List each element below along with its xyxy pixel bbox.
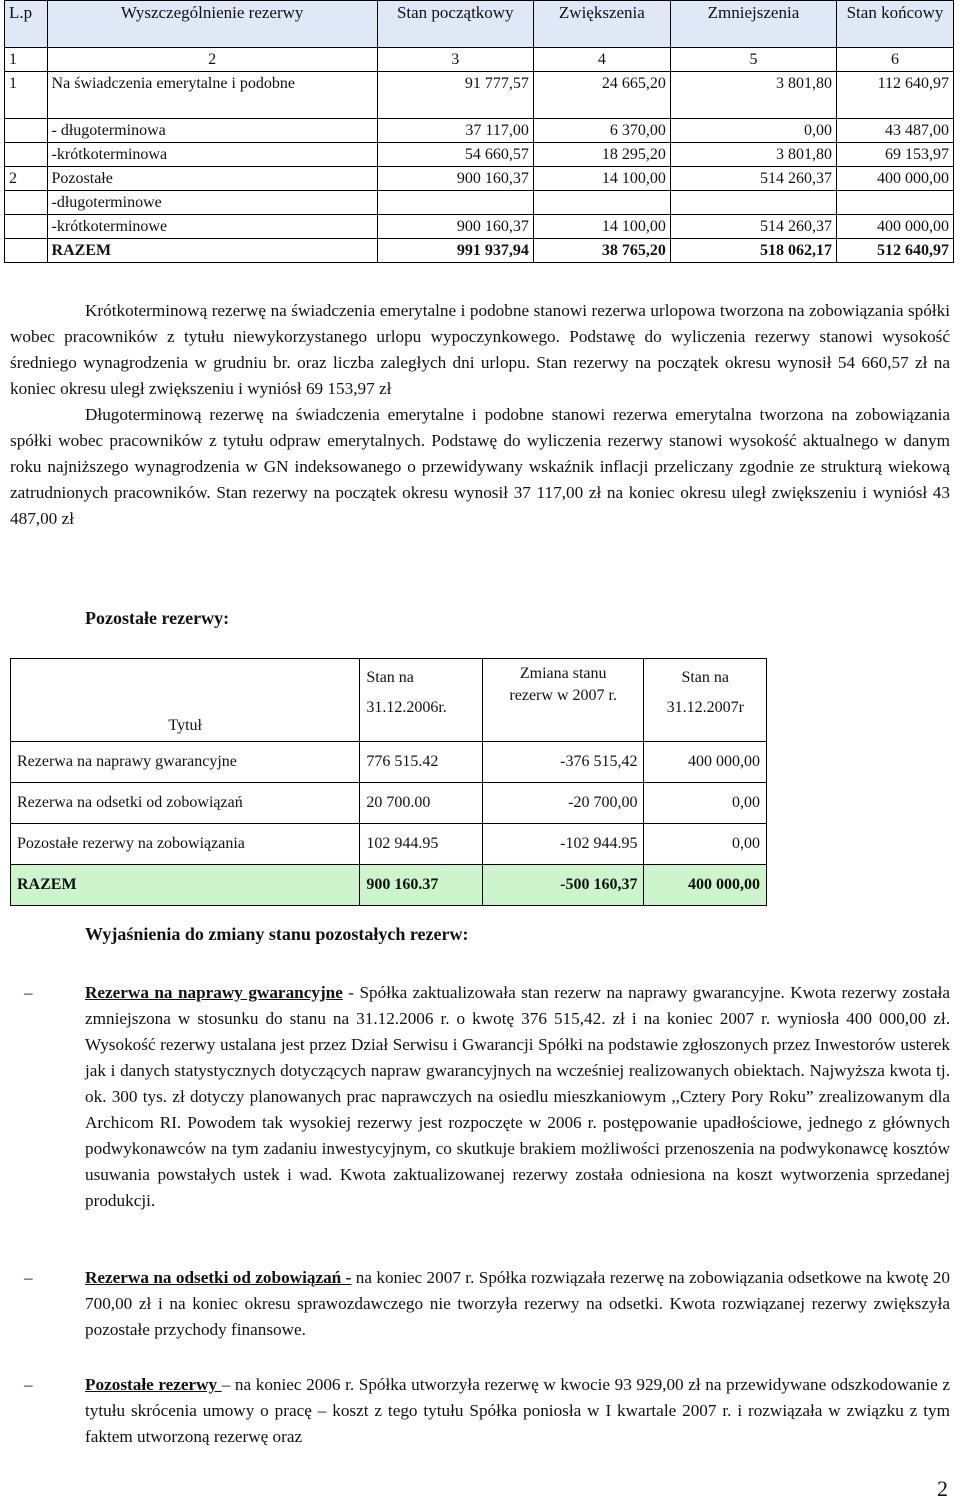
header-change-line2: rezerw w 2007 r. (509, 687, 617, 704)
bullet-body: – na koniec 2006 r. Spółka utworzyła rezerwę w kwocie 93 929,00 zł na przewidywane odszkodowanie z tytułu skrócenia umowy o pracę – koszt z tego tytułu Spółka poniosła w I kwartale 2007 r. i rozwiązała w związku z tym faktem utworzoną rezerwę oraz (85, 1375, 950, 1446)
cell-start: 37 117,00 (377, 119, 533, 143)
cell-end: 512 640,97 (837, 239, 954, 263)
cell-decrease: 514 260,37 (670, 167, 836, 191)
colnum: 5 (670, 48, 836, 72)
cell-increase: 14 100,00 (533, 167, 670, 191)
table-row (5, 191, 954, 215)
cell-start: 102 944.95 (360, 824, 483, 865)
header-decrease: Zmniejszenia (670, 1, 836, 48)
header-change-line1: Zmiana stanu (519, 665, 607, 682)
dash-icon: – (24, 1268, 33, 1287)
cell-name: - długoterminowa (47, 119, 377, 143)
cell-name: Na świadczenia emerytalne i podobne (47, 72, 377, 119)
cell-increase: 6 370,00 (533, 119, 670, 143)
table-header-row (5, 1, 954, 48)
cell-start: 991 937,94 (377, 239, 533, 263)
cell-start: 900 160,37 (377, 167, 533, 191)
page-number: 2 (937, 1476, 948, 1501)
table-row (5, 72, 954, 119)
bullet-text (85, 980, 950, 1214)
header-end (644, 659, 767, 742)
cell-lp: 2 (5, 167, 48, 191)
cell-decrease: 3 801,80 (670, 143, 836, 167)
column-number-row (5, 48, 954, 72)
paragraph-long-term: Długoterminową rezerwę na świadczenia emerytalne i podobne stanowi rezerwa emerytalna tworzona na zobowiązania spółki wobec pracowników z tytułu odpraw emerytalnych. Podstawę do wyliczenia rezerwy stanowi wysokość aktualnego w danym roku najniższego wynagrodzenia w GN indeksowanego o przewidywany wskaźnik inflacji przeliczany zgodnie ze strukturą wiekową zatrudnionych pracowników. Stan rezerwy na początek okresu wynosił 37 117,00 zł na koniec okresu uległ zwiększeniu i wyniósł 43 487,00 zł (10, 405, 950, 528)
cell-increase: 38 765,20 (533, 239, 670, 263)
table-row (5, 215, 954, 239)
cell-end: 69 153,97 (837, 143, 954, 167)
cell-title: RAZEM (11, 865, 360, 906)
cell-title: Pozostałe rezerwy na zobowiązania (11, 824, 360, 865)
bullet-text (85, 1372, 950, 1450)
paragraph-short-term: Krótkoterminową rezerwę na świadczenia emerytalne i podobne stanowi rezerwa urlopowa tworzona na zobowiązania spółki wobec pracowników z tytułu niewykorzystanego urlopu wypoczynkowego. Podstawę do wyliczenia rezerwy stanowi wysokość średniego wynagrodzenia w grudniu br. oraz liczba zaległych dni urlopu. Stan rezerwy na początek okresu wynosił 54 660,57 zł na koniec okresu uległ zwiększeniu i wyniósł 69 153,97 zł (10, 301, 950, 398)
bullet-title: Rezerwa na naprawy gwarancyjne (85, 983, 343, 1002)
reserves-table (4, 0, 954, 263)
cell-change: -376 515,42 (482, 742, 644, 783)
cell-change: -102 944.95 (482, 824, 644, 865)
header-end-line2: 31.12.2007r (666, 699, 744, 716)
cell-end: 112 640,97 (837, 72, 954, 119)
cell-start: 776 515.42 (360, 742, 483, 783)
cell-decrease: 3 801,80 (670, 72, 836, 119)
colnum: 6 (837, 48, 954, 72)
cell-name: -długoterminowe (47, 191, 377, 215)
cell-end: 400 000,00 (837, 167, 954, 191)
table-row (11, 783, 767, 824)
bullet-text (85, 1265, 950, 1343)
table-row (5, 167, 954, 191)
cell-name: Pozostałe (47, 167, 377, 191)
cell-lp (5, 191, 48, 215)
explanation-paragraphs (10, 298, 950, 532)
bullet-title: Pozostałe rezerwy (85, 1375, 222, 1394)
header-increase: Zwiększenia (533, 1, 670, 48)
header-name: Wyszczególnienie rezerwy (47, 1, 377, 48)
cell-end: 400 000,00 (644, 742, 767, 783)
cell-lp (5, 119, 48, 143)
cell-decrease: 514 260,37 (670, 215, 836, 239)
header-start-line1: Stan na (366, 669, 414, 686)
cell-title: Rezerwa na naprawy gwarancyjne (11, 742, 360, 783)
cell-end: 0,00 (644, 783, 767, 824)
header-title: Tytuł (11, 659, 360, 742)
cell-end (837, 191, 954, 215)
cell-lp (5, 143, 48, 167)
cell-lp: 1 (5, 72, 48, 119)
table-row (5, 143, 954, 167)
header-change (482, 659, 644, 742)
bullet-title: Rezerwa na odsetki od zobowiązań - (85, 1268, 352, 1287)
cell-name: RAZEM (47, 239, 377, 263)
cell-end: 400 000,00 (837, 215, 954, 239)
bullet-item (10, 1265, 950, 1343)
table-row (5, 119, 954, 143)
cell-decrease: 0,00 (670, 119, 836, 143)
bullet-body: na koniec 2007 r. Spółka rozwiązała rezerwę na zobowiązania odsetkowe na kwotę 20 700,00 zł i na koniec okresu sprawozdawczego nie tworzyła rezerwy na odsetki. Kwota rozwiązanej rezerwy zwiększyła pozostałe przychody finansowe. (85, 1268, 950, 1339)
cell-name: -krótkoterminowa (47, 143, 377, 167)
cell-end: 43 487,00 (837, 119, 954, 143)
cell-decrease: 518 062,17 (670, 239, 836, 263)
table-header-row (11, 659, 767, 742)
cell-change: -20 700,00 (482, 783, 644, 824)
header-lp: L.p (5, 1, 48, 48)
dash-icon: – (24, 983, 33, 1002)
cell-lp (5, 239, 48, 263)
cell-end: 400 000,00 (644, 865, 767, 906)
header-start-line2: 31.12.2006r. (366, 699, 447, 716)
header-end: Stan końcowy (837, 1, 954, 48)
colnum: 3 (377, 48, 533, 72)
cell-end: 0,00 (644, 824, 767, 865)
header-end-line1: Stan na (681, 669, 729, 686)
colnum: 1 (5, 48, 48, 72)
colnum: 4 (533, 48, 670, 72)
cell-start: 900 160,37 (377, 215, 533, 239)
colnum: 2 (47, 48, 377, 72)
bullet-item (10, 980, 950, 1214)
explanations-heading: Wyjaśnienia do zmiany stanu pozostałych rezerw: (85, 924, 469, 944)
cell-increase: 18 295,20 (533, 143, 670, 167)
cell-start: 900 160.37 (360, 865, 483, 906)
table-total-row (11, 865, 767, 906)
dash-icon: – (24, 1375, 33, 1394)
cell-increase (533, 191, 670, 215)
cell-change: -500 160,37 (482, 865, 644, 906)
other-reserves-heading: Pozostałe rezerwy: (85, 608, 230, 628)
bullet-item (10, 1372, 950, 1450)
cell-name: -krótkoterminowe (47, 215, 377, 239)
cell-title: Rezerwa na odsetki od zobowiązań (11, 783, 360, 824)
cell-start (377, 191, 533, 215)
table-total-row (5, 239, 954, 263)
cell-start: 54 660,57 (377, 143, 533, 167)
cell-start: 91 777,57 (377, 72, 533, 119)
bullet-body: - Spółka zaktualizowała stan rezerw na naprawy gwarancyjne. Kwota rezerwy została zmniejszona w stosunku do stanu na 31.12.2006 r. o kwotę 376 515,42. zł i na koniec 2007 r. wyniosła 400 000,00 zł. Wysokość rezerwy ustalana jest przez Dział Serwisu i Gwarancji Spółki na podstawie zgłoszonych przez Inwestorów usterek jak i danych statystycznych dotyczących napraw gwarancyjnych na wcześniej realizowanych obiektach. Najwyższa kwota tj. ok. 300 tys. zł dotyczy planowanych prac naprawczych na osiedlu mieszkaniowym ,,Cztery Pory Roku” zrealizowanym dla Archicom RI. Powodem tak wysokiej rezerwy jest rozpoczęte w 2006 r. postępowanie upadłościowe, jednego z głównych podwykonawców na tym zadaniu inwestycyjnym, co skutkuje brakiem możliwości przenoszenia na podwykonawcę kosztów usuwania powstałych ustek i wad. Kwota zaktualizowanej rezerwy została odniesiona na koszt wytworzenia sprzedanej produkcji. (85, 983, 950, 1210)
cell-start: 20 700.00 (360, 783, 483, 824)
cell-increase: 14 100,00 (533, 215, 670, 239)
table-row (11, 742, 767, 783)
other-reserves-table (10, 658, 767, 906)
cell-lp (5, 215, 48, 239)
table-row (11, 824, 767, 865)
cell-increase: 24 665,20 (533, 72, 670, 119)
cell-decrease (670, 191, 836, 215)
header-start: Stan początkowy (377, 1, 533, 48)
header-start (360, 659, 483, 742)
